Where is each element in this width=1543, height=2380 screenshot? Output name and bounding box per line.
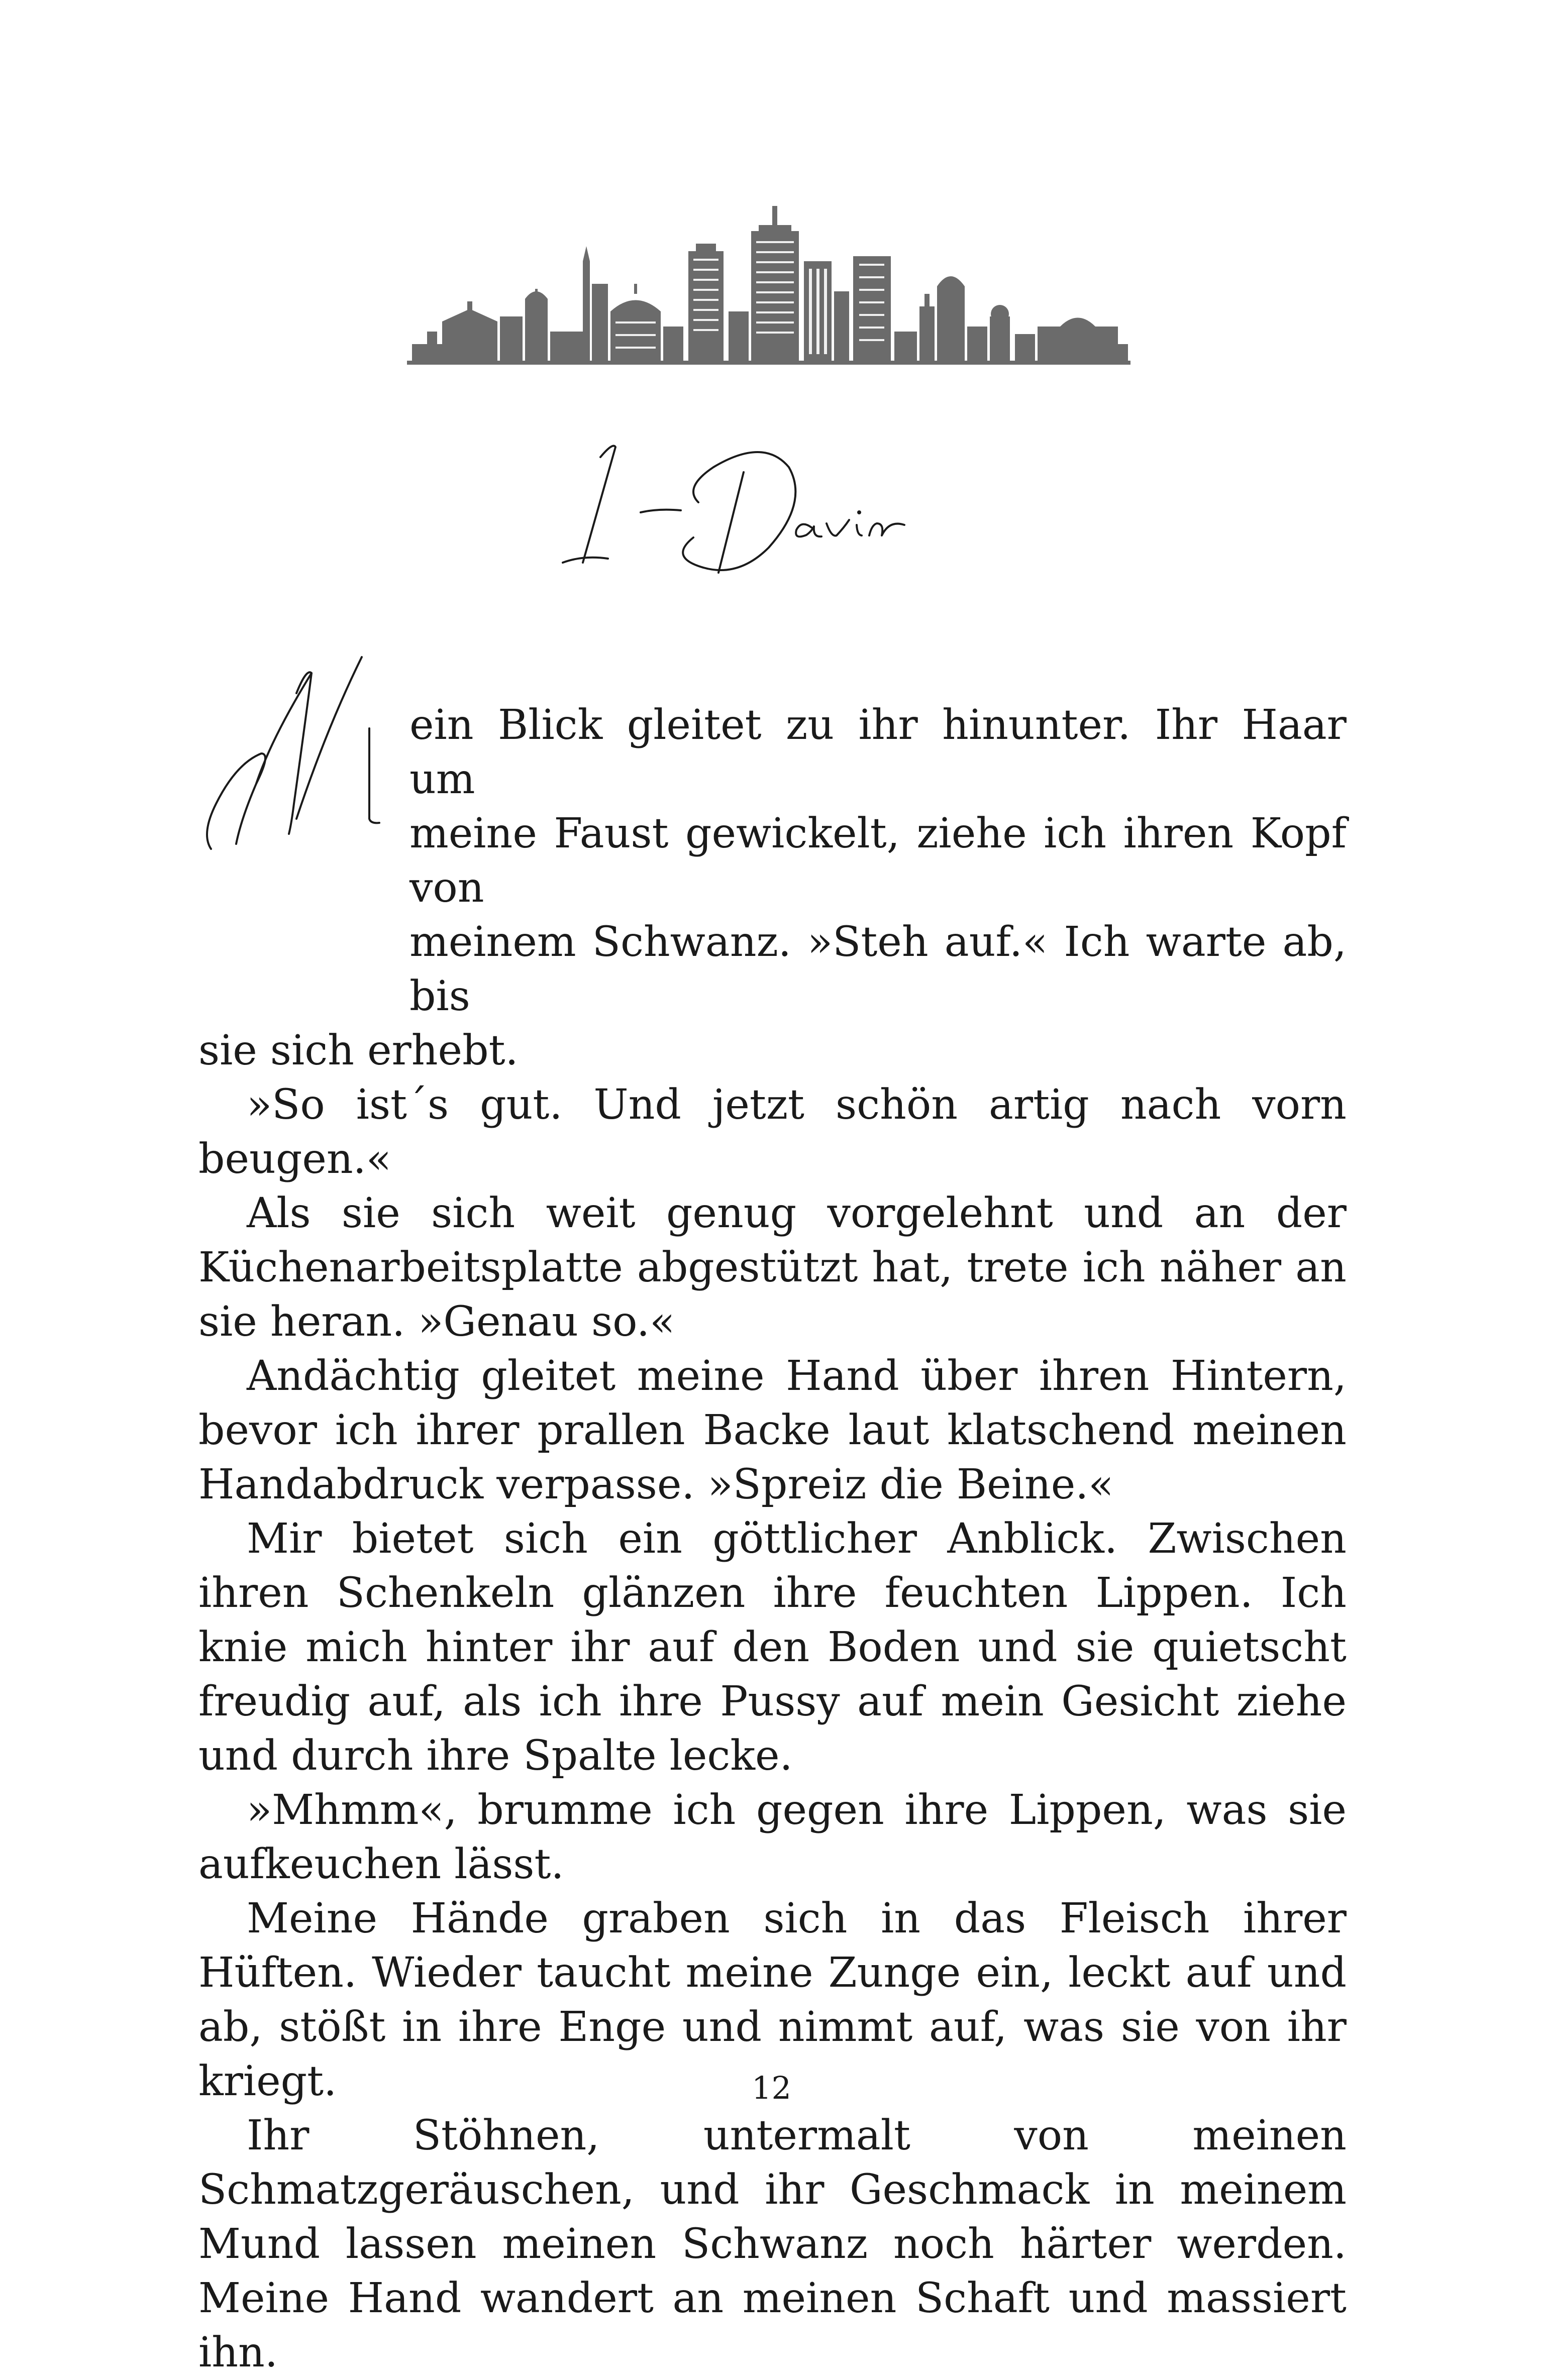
paragraph: Mir bietet sich ein göttlicher Anblick. Zwischen ihren Schenkeln glänzen ihre feuchten Lippen. Ich knie mich hinter ihr auf den Boden und sie quietscht freudig auf, als ich ihre Pussy auf mein Gesicht ziehe und durch ihre Spalte lecke. (198, 1515, 1347, 1780)
city-skyline-icon (407, 201, 1130, 372)
first-paragraph-line: meine Faust gewickelt, ziehe ich ihren Kopf von (409, 810, 1347, 912)
first-paragraph-line: ein Blick gleitet zu ihr hinunter. Ihr Haar um (409, 701, 1347, 803)
paragraph: »Mhmm«, brumme ich gegen ihre Lippen, was sie aufkeuchen lässt. (198, 1786, 1347, 1888)
page-number: 12 (752, 2070, 791, 2106)
first-paragraph-rest: sie sich erhebt. (198, 1027, 519, 1074)
paragraph: Ihr Stöhnen, untermalt von meinen Schmatzgeräuschen, und ihr Geschmack in meinem Mund lassen meinen Schwanz noch härter werden. Meine Hand wandert an meinen Schaft und massiert ihn. (198, 2112, 1347, 2376)
paragraph: Als sie sich weit genug vorgelehnt und an der Küchenarbeitsplatte abgestützt hat, trete ich näher an sie heran. »Genau so.« (198, 1189, 1347, 1346)
chapter-title-script-icon (553, 412, 1005, 593)
first-paragraph-line: meinem Schwanz. »Steh auf.« Ich warte ab, bis (409, 918, 1347, 1020)
paragraph: Andächtig gleitet meine Hand über ihren Hintern, bevor ich ihrer prallen Backe laut klatschend meinen Handabdruck verpasse. »Spreiz die Beine.« (198, 1352, 1347, 1508)
paragraph: Meine Hände graben sich in das Fleisch ihrer Hüften. Wieder taucht meine Zunge ein, leckt auf und ab, stößt in ihre Enge und nimmt auf, was sie von ihr kriegt. (198, 1895, 1347, 2105)
first-paragraph (198, 698, 1347, 1078)
body-text (198, 698, 1347, 2380)
paragraph: »So ist´s gut. Und jetzt schön artig nach vorn beugen.« (198, 1081, 1347, 1183)
chapter-title (553, 412, 1005, 593)
